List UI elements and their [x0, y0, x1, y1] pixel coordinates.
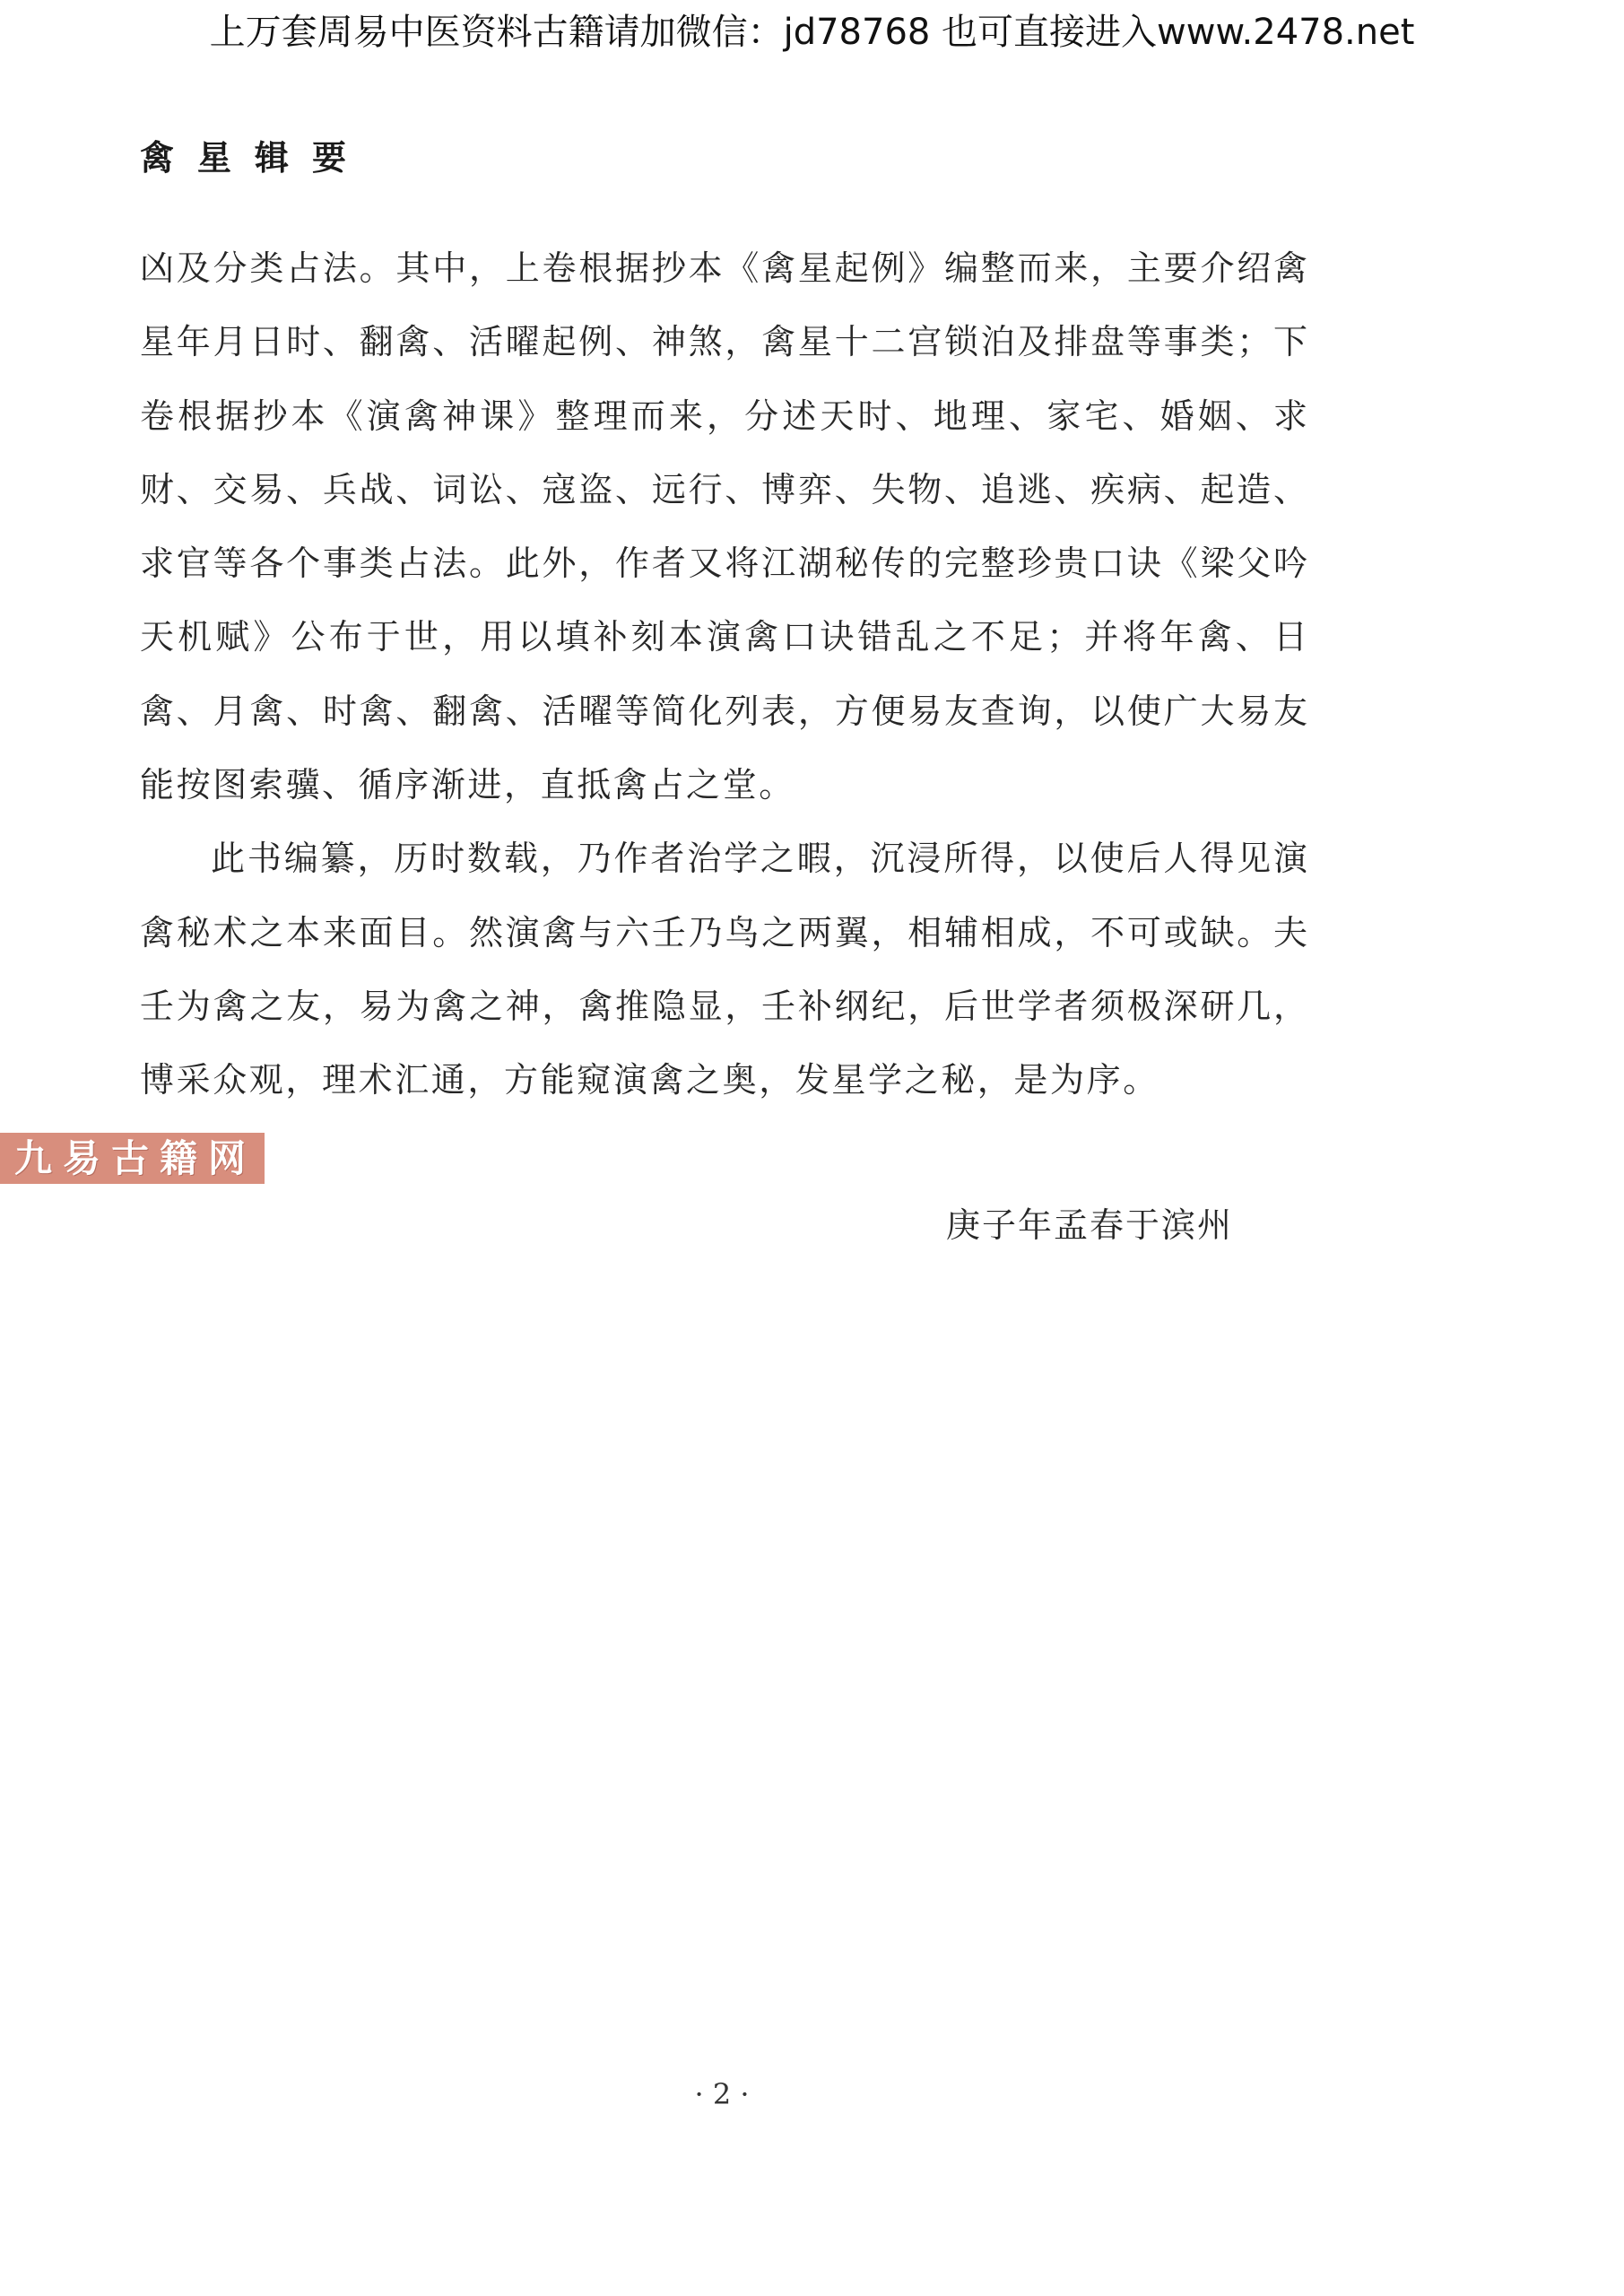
body-text [140, 231, 1307, 1118]
text-line: 凶及分类占法。其中，上卷根据抄本《禽星起例》编整而来，主要介绍禽 [140, 248, 1307, 288]
paragraph-2 [140, 822, 1307, 1117]
paragraph-1 [140, 231, 1307, 822]
page-number: · 2 · [694, 2077, 750, 2111]
text-line: 此书编纂，历时数载，乃作者治学之暇，沉浸所得，以使后人得见演 [211, 839, 1307, 879]
signature-line: 庚子年孟春于滨州 [946, 1205, 1234, 1245]
site-watermark-badge [0, 1133, 265, 1184]
text-line: 求官等各个事类占法。此外，作者又将江湖秘传的完整珍贵口诀《梁父吟 [140, 544, 1307, 584]
text-line: 能按图索骥、循序渐进，直抵禽占之堂。 [140, 765, 795, 805]
text-line: 壬为禽之友，易为禽之神，禽推隐显，壬补纲纪，后世学者须极深研几， [140, 986, 1307, 1026]
text-line: 卷根据抄本《演禽神课》整理而来，分述天时、地理、家宅、婚姻、求 [140, 396, 1307, 436]
text-line: 天机赋》公布于世，用以填补刻本演禽口诀错乱之不足；并将年禽、日 [140, 617, 1307, 657]
text-line: 财、交易、兵战、词讼、寇盗、远行、博弈、失物、追逃、疾病、起造、 [140, 469, 1307, 509]
banner-watermark-text: 上万套周易中医资料古籍请加微信：jd78768 也可直接进入www.2478.net [209, 12, 1415, 53]
text-line: 星年月日时、翻禽、活曜起例、神煞，禽星十二宫锁泊及排盘等事类；下 [140, 322, 1307, 362]
site-watermark-text: 九易古籍网 [14, 1136, 257, 1180]
text-line: 禽秘术之本来面目。然演禽与六壬乃鸟之两翼，相辅相成，不可或缺。夫 [140, 912, 1307, 952]
text-line: 禽、月禽、时禽、翻禽、活曜等简化列表，方便易友查询，以使广大易友 [140, 691, 1307, 731]
running-head-title: 禽星辑要 [140, 137, 370, 178]
text-line: 博采众观，理术汇通，方能窥演禽之奥，发星学之秘，是为序。 [140, 1060, 1159, 1100]
